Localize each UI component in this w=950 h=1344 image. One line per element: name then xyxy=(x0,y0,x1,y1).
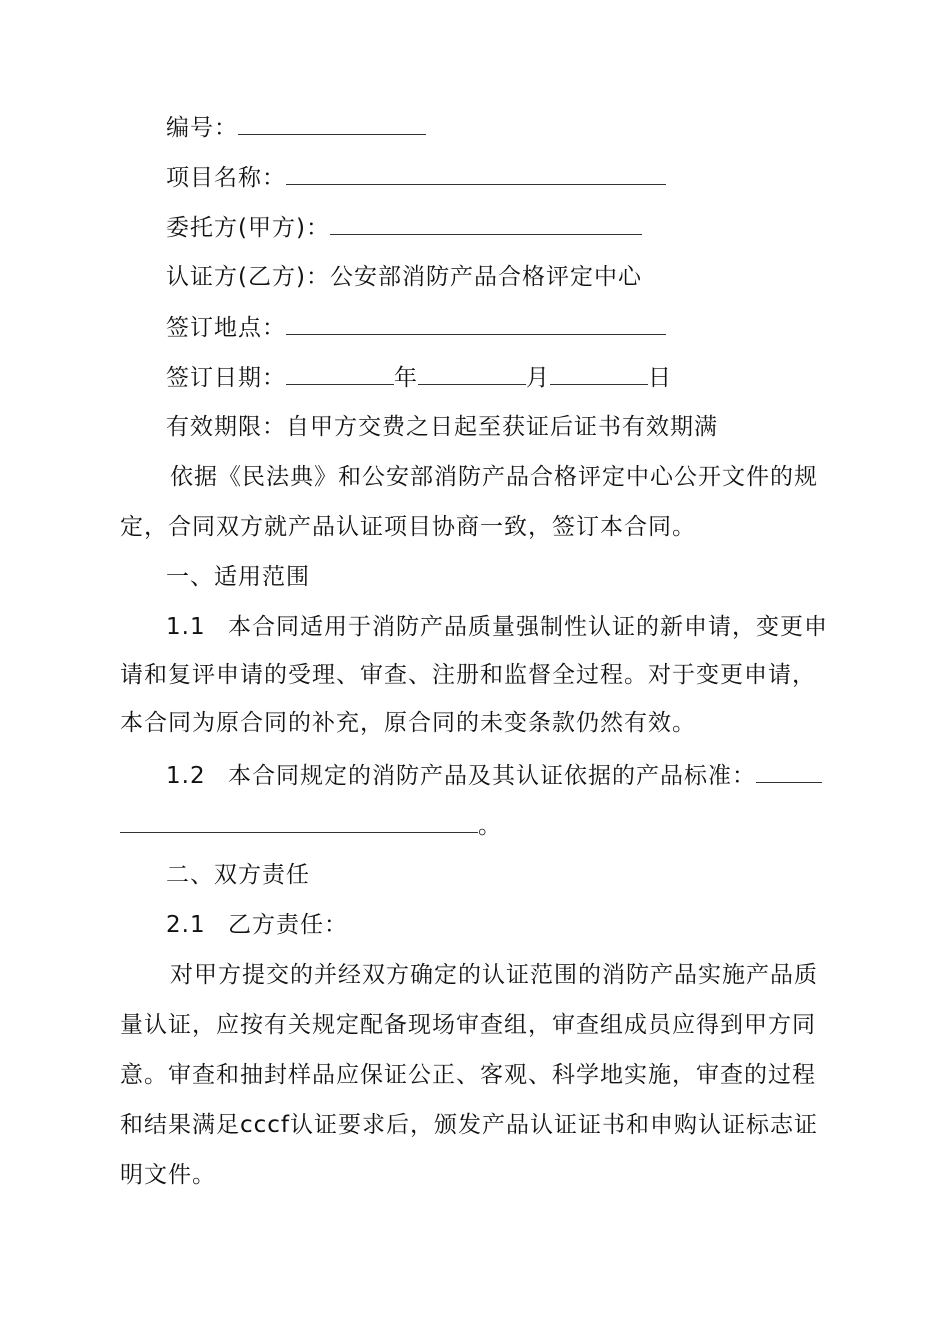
sign-date-label: 签订日期： xyxy=(166,365,286,391)
clause-1-1-line-2: 请和复评申请的受理、审查、注册和监督全过程。对于变更申请， xyxy=(120,662,816,688)
clause-2-1-number: 2.1 xyxy=(166,912,206,938)
year-blank xyxy=(286,362,394,385)
clause-1-1-line-3: 本合同为原合同的补充，原合同的未变条款仍然有效。 xyxy=(120,710,696,736)
clause-1-1-text-1: 本合同适用于消防产品质量强制性认证的新申请，变更申 xyxy=(228,614,828,640)
clause-1-2-number: 1.2 xyxy=(166,763,206,789)
party-b-para-line-5: 明文件。 xyxy=(120,1162,216,1188)
clause-1-1-number: 1.1 xyxy=(166,614,206,640)
month-blank xyxy=(418,362,526,385)
project-name-row xyxy=(166,162,666,193)
party-b-para-line-3: 意。审查和抽封样品应保证公正、客观、科学地实施，审查的过程 xyxy=(120,1062,816,1088)
project-name-blank xyxy=(286,162,666,185)
clause-1-1-line-1 xyxy=(166,612,828,642)
sign-place-blank xyxy=(286,312,666,335)
standard-blank-2 xyxy=(120,810,478,833)
clause-1-2-line-1 xyxy=(166,760,822,791)
month-label: 月 xyxy=(526,365,550,391)
section-2-title: 二、双方责任 xyxy=(166,862,310,888)
standard-blank-1 xyxy=(756,760,822,783)
certifier-label: 认证方(乙方)： xyxy=(166,264,330,290)
sign-place-label: 签订地点： xyxy=(166,315,286,341)
clause-2-1-row xyxy=(166,910,348,940)
party-b-para-line-4: 和结果满足cccf认证要求后，颁发产品认证证书和申购认证标志证 xyxy=(120,1112,819,1138)
day-label: 日 xyxy=(648,365,672,391)
contract-number-row xyxy=(166,112,426,143)
client-label: 委托方(甲方)： xyxy=(166,215,330,241)
year-label: 年 xyxy=(394,365,418,391)
party-b-para-line-1: 对甲方提交的并经双方确定的认证范围的消防产品实施产品质 xyxy=(170,962,818,988)
clause-2-1-title: 乙方责任： xyxy=(228,912,348,938)
intro-line-2: 定，合同双方就产品认证项目协商一致，签订本合同。 xyxy=(120,514,696,540)
clause-1-2-text: 本合同规定的消防产品及其认证依据的产品标准： xyxy=(228,763,756,789)
contract-number-label: 编号： xyxy=(166,115,238,141)
project-name-label: 项目名称： xyxy=(166,165,286,191)
client-row xyxy=(166,212,642,243)
client-blank xyxy=(330,212,642,235)
intro-line-1: 依据《民法典》和公安部消防产品合格评定中心公开文件的规 xyxy=(170,464,818,490)
validity-row: 有效期限：自甲方交费之日起至获证后证书有效期满 xyxy=(166,414,718,440)
certifier-row xyxy=(166,262,642,292)
certifier-value: 公安部消防产品合格评定中心 xyxy=(329,264,642,290)
day-blank xyxy=(550,362,648,385)
clause-1-2-line-2 xyxy=(120,810,502,841)
sign-place-row xyxy=(166,312,666,343)
sign-date-row xyxy=(166,362,672,393)
clause-1-2-end: 。 xyxy=(478,813,502,839)
section-1-title: 一、适用范围 xyxy=(166,564,310,590)
party-b-para-line-2: 量认证，应按有关规定配备现场审查组，审查组成员应得到甲方同 xyxy=(120,1012,816,1038)
contract-number-blank xyxy=(238,112,426,135)
